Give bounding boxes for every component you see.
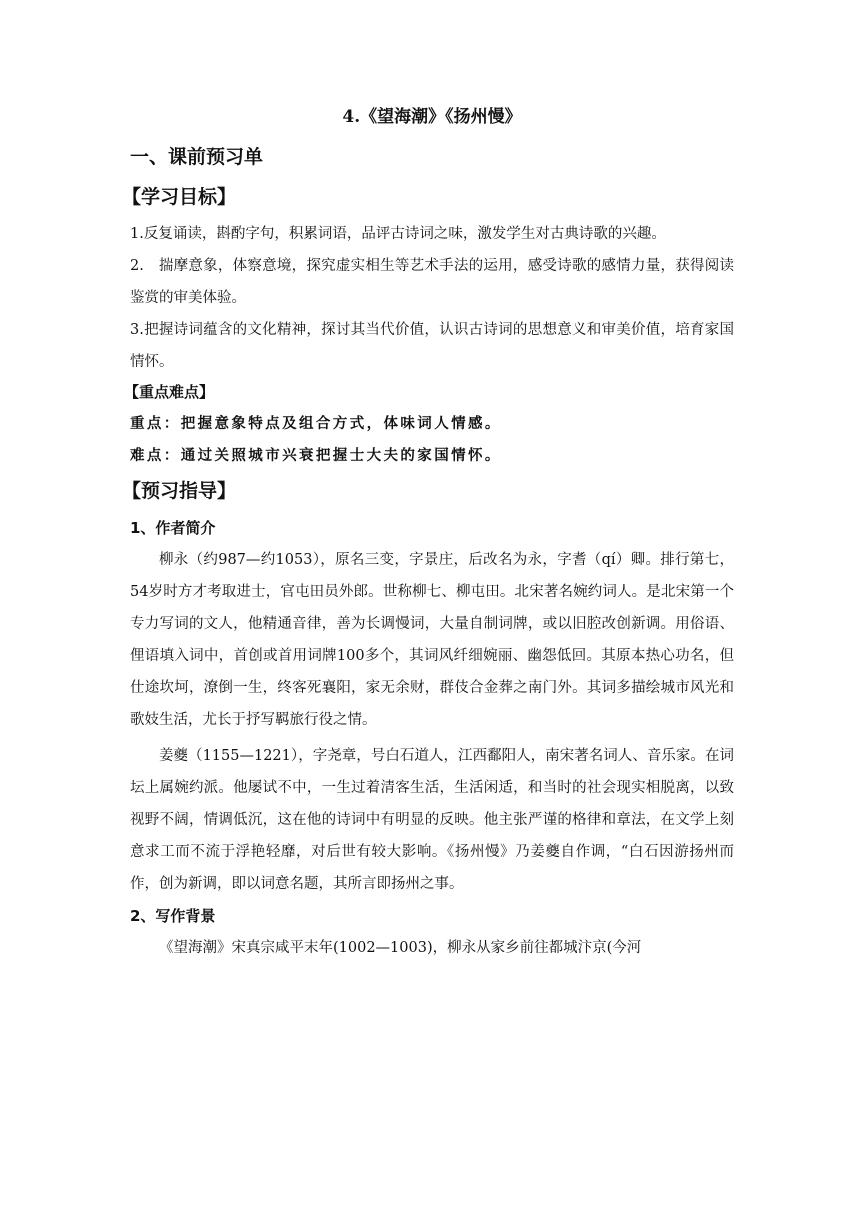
key-points-heading: 【重点难点】	[124, 383, 215, 401]
objective-item-3: 3.把握诗词蕴含的文化精神，探讨其当代价值，认识古诗词的思想意义和审美价值，培育家国情怀。	[130, 322, 734, 370]
key-point-line: 重点：把握意象特点及组合方式，体味词人情感。	[130, 416, 502, 432]
objective-item-2: 2. 揣摩意象，体察意境，探究虚实相生等艺术手法的运用，感受诗歌的感情力量，获得阅读鉴赏的审美体验。	[130, 258, 734, 306]
author-paragraph-liu-yong: 柳永（约987—约1053），原名三变，字景庄，后改名为永，字耆（qí）卿。排行第七，54岁时方才考取进士，官屯田员外郎。世称柳七、柳屯田。北宋著名婉约词人。是北宋第一个专力写词的文人，他精通音律，善为长调慢词，大量自制词牌，或以旧腔改创新调。用俗语、俚语填入词中，首创或首用词牌100多个，其词风纤细婉丽、幽怨低回。其原本热心功名，但仕途坎坷，潦倒一生，终客死襄阳，家无余财，群伎合金葬之南门外。其词多描绘城市风光和歌妓生活，尤长于抒写羁旅行役之情。	[130, 552, 734, 728]
author-intro-heading: 1、作者简介	[130, 519, 216, 537]
objectives-heading: 【学习目标】	[122, 186, 237, 208]
author-paragraph-jiang-kui: 姜夔（1155—1221），字尧章，号白石道人，江西鄱阳人，南宋著名词人、音乐家。在词坛上属婉约派。他屡试不中，一生过着清客生活，生活闲适，和当时的社会现实相脱离，以致视野不阔，情调低沉，这在他的诗词中有明显的反映。他主张严谨的格律和章法，在文学上刻意求工而不流于浮艳轻靡，对后世有较大影响。《扬州慢》乃姜夔自作调，“白石因游扬州而作，创为新调，即以词意名题，其所言即扬州之事。	[130, 748, 734, 892]
background-paragraph: 《望海潮》宋真宗咸平末年(1002—1003)，柳永从家乡前往都城汴京(今河	[159, 940, 642, 956]
objective-item-1: 1.反复诵读，斟酌字句，积累词语，品评古诗词之味，激发学生对古典诗歌的兴趣。	[130, 226, 666, 242]
difficult-point-line: 难点：通过关照城市兴衰把握士大夫的家国情怀。	[130, 448, 502, 464]
guide-heading: 【预习指导】	[122, 480, 237, 502]
section-heading-preview: 一、课前预习单	[130, 146, 264, 168]
document-content	[122, 104, 734, 964]
document-title: 4.《望海潮》《扬州慢》	[342, 107, 522, 127]
background-heading: 2、写作背景	[130, 907, 216, 925]
